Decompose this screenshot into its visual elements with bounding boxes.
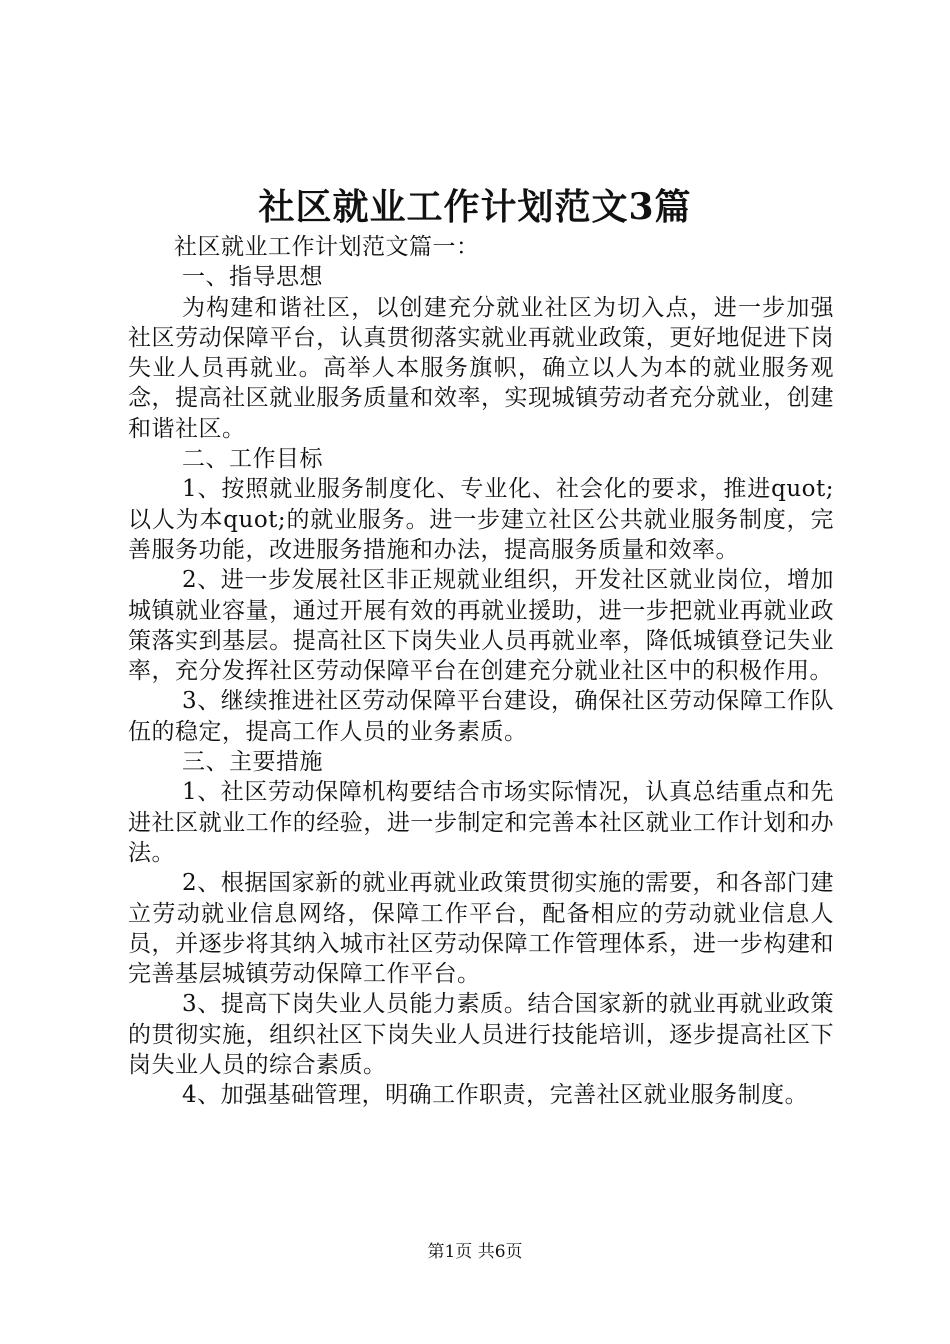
paragraph-measure-4: 4、加强基础管理，明确工作职责，完善社区就业服务制度。 <box>182 1082 809 1109</box>
paragraph-intro: 社区就业工作计划范文篇一： <box>174 234 480 260</box>
paragraph-goal-3: 3、继续推进社区劳动保障平台建设，确保社区劳动保障工作队伍的稳定，提高工作人员的业务素质。 <box>128 688 834 745</box>
document-body <box>128 232 834 1111</box>
paragraph-guiding-ideology: 为构建和谐社区，以创建充分就业社区为切入点，进一步加强社区劳动保障平台，认真贯彻落实就业再就业政策，更好地促进下岗失业人员再就业。高举人本服务旗帜，确立以人为本的就业服务观念，提高社区就业服务质量和效率，实现城镇劳动者充分就业，创建和谐社区。 <box>128 294 834 442</box>
paragraph-goal-2: 2、进一步发展社区非正规就业组织，开发社区就业岗位，增加城镇就业容量，通过开展有效的再就业援助，进一步把就业再就业政策落实到基层。提高社区下岗失业人员再就业率，降低城镇登记失业率，充分发挥社区劳动保障平台在创建充分就业社区中的积极作用。 <box>128 567 834 685</box>
heading-main-measures: 三、主要措施 <box>182 749 323 776</box>
heading-guiding-ideology: 一、指导思想 <box>182 264 323 291</box>
paragraph-measure-1: 1、社区劳动保障机构要结合市场实际情况，认真总结重点和先进社区就业工作的经验，进一步制定和完善本社区就业工作计划和办法。 <box>128 779 834 866</box>
paragraph-measure-2: 2、根据国家新的就业再就业政策贯彻实施的需要，和各部门建立劳动就业信息网络，保障工作平台，配备相应的劳动就业信息人员，并逐步将其纳入城市社区劳动保障工作管理体系，进一步构建和完善基层城镇劳动保障工作平台。 <box>128 870 834 988</box>
page-number-footer: 第1页 共6页 <box>427 1242 523 1262</box>
heading-work-goals: 二、工作目标 <box>182 446 323 473</box>
paragraph-measure-3: 3、提高下岗失业人员能力素质。结合国家新的就业再就业政策的贯彻实施，组织社区下岗失业人员进行技能培训，逐步提高社区下岗失业人员的综合素质。 <box>128 991 834 1079</box>
document-title: 社区就业工作计划范文3篇 <box>258 186 692 228</box>
paragraph-goal-1: 1、按照就业服务制度化、专业化、社会化的要求，推进quot;以人为本quot;的就业服务。进一步建立社区公共就业服务制度，完善服务功能，改进服务措施和办法，提高服务质量和效率。 <box>128 476 834 563</box>
